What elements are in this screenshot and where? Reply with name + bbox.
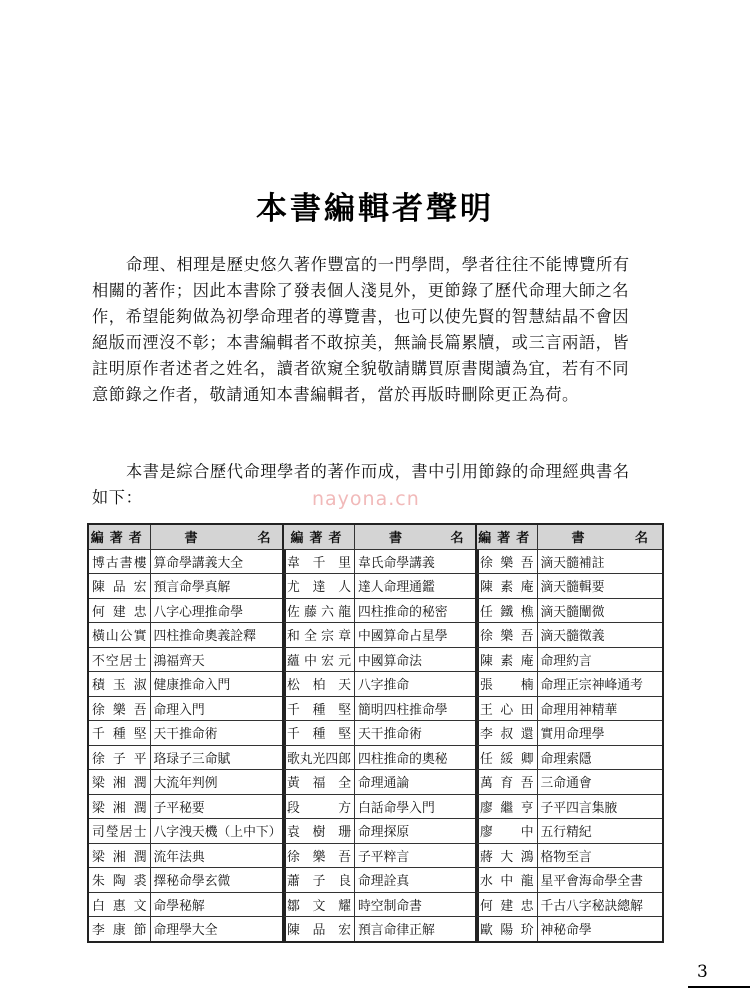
sources-line: 如下：	[92, 488, 143, 507]
author-cell: 和全宗章	[283, 623, 354, 648]
table-row	[88, 574, 285, 599]
book-title-cell: 子平四言集腋	[537, 794, 663, 819]
author-cell: 蕭子良	[283, 868, 354, 893]
book-title-cell: 流年法典	[150, 843, 285, 868]
table-row	[476, 917, 663, 942]
book-title-cell: 滴天髓補註	[537, 549, 663, 574]
author-cell: 蘊中宏元	[283, 647, 354, 672]
table-row	[88, 672, 285, 697]
book-title-cell: 命理通論	[354, 770, 478, 795]
book-title-cell: 滴天髓闡微	[537, 598, 663, 623]
table-row	[476, 745, 663, 770]
author-cell: 陳品宏	[283, 917, 354, 942]
author-cell: 橫山公實	[88, 623, 150, 648]
intro-line: 相關的著作；因此本書除了發表個人淺見外，更節錄了歷代命理大師之名	[92, 281, 630, 300]
author-cell: 松柏天	[283, 672, 354, 697]
table-row	[283, 574, 478, 599]
author-cell: 徐子平	[88, 745, 150, 770]
table-row	[88, 892, 285, 917]
table-row	[88, 721, 285, 746]
author-cell: 袁樹珊	[283, 819, 354, 844]
author-cell: 朱陶裘	[88, 868, 150, 893]
author-cell: 徐樂吾	[476, 549, 537, 574]
author-cell: 白惠文	[88, 892, 150, 917]
table-row	[476, 598, 663, 623]
sources-table-1	[87, 523, 286, 943]
book-title-cell: 達人命理通鑑	[354, 574, 478, 599]
author-cell: 不空居士	[88, 647, 150, 672]
intro-line: 註明原作者述者之姓名，讀者欲窺全貌敬請購買原書閱讀為宜，若有不同	[92, 359, 630, 378]
table-row	[283, 794, 478, 819]
book-title-cell: 八字洩天機（上中下）	[150, 819, 285, 844]
table-row	[476, 794, 663, 819]
table-row	[88, 917, 285, 942]
table-row	[476, 721, 663, 746]
book-title-cell: 鴻福齊天	[150, 647, 285, 672]
table-row	[283, 819, 478, 844]
table-row	[283, 868, 478, 893]
author-cell: 萬育吾	[476, 770, 537, 795]
book-title-cell: 五行精紀	[537, 819, 663, 844]
book-title-cell: 中國算命法	[354, 647, 478, 672]
intro-line: 意節錄之作者，敬請通知本書編輯者，當於再版時刪除更正為荷。	[92, 385, 579, 404]
author-cell: 尤達人	[283, 574, 354, 599]
author-cell: 梁湘潤	[88, 843, 150, 868]
book-title-cell: 命理索隱	[537, 745, 663, 770]
book-title-cell: 擇秘命學玄微	[150, 868, 285, 893]
book-title-cell: 中國算命占星學	[354, 623, 478, 648]
author-cell: 韋千里	[283, 549, 354, 574]
author-cell: 任鐵樵	[476, 598, 537, 623]
table-row	[476, 623, 663, 648]
book-title-cell: 預言命律正解	[354, 917, 478, 942]
author-cell: 鄒文耀	[283, 892, 354, 917]
table-row	[283, 549, 478, 574]
author-cell: 何建忠	[476, 892, 537, 917]
table-row	[88, 794, 285, 819]
author-cell: 千種堅	[88, 721, 150, 746]
table-row	[283, 843, 478, 868]
table-row	[88, 623, 285, 648]
author-cell: 歐陽玠	[476, 917, 537, 942]
header-author: 編著者	[476, 524, 537, 549]
book-title-cell: 四柱推命奧義詮釋	[150, 623, 285, 648]
book-title-cell: 韋氏命學講義	[354, 549, 478, 574]
table-row	[88, 843, 285, 868]
book-title-cell: 預言命學真解	[150, 574, 285, 599]
author-cell: 千種堅	[283, 696, 354, 721]
table-row	[283, 892, 478, 917]
book-title-cell: 命學秘解	[150, 892, 285, 917]
intro-paragraph	[92, 252, 660, 408]
book-title-cell: 星平會海命學全書	[537, 868, 663, 893]
book-title-cell: 白話命學入門	[354, 794, 478, 819]
book-title-cell: 大流年判例	[150, 770, 285, 795]
author-cell: 張楠	[476, 672, 537, 697]
author-cell: 梁湘潤	[88, 794, 150, 819]
author-cell: 徐樂吾	[476, 623, 537, 648]
author-cell: 廖繼亨	[476, 794, 537, 819]
book-title-cell: 千古八字秘訣總解	[537, 892, 663, 917]
book-title-cell: 命理入門	[150, 696, 285, 721]
author-cell: 徐樂吾	[88, 696, 150, 721]
table-row	[283, 672, 478, 697]
table-row	[88, 868, 285, 893]
table-row	[476, 770, 663, 795]
table-row	[283, 647, 478, 672]
book-title-cell: 命理詮真	[354, 868, 478, 893]
author-cell: 李叔還	[476, 721, 537, 746]
intro-line: 命理、相理是歷史悠久著作豐富的一門學問，學者往往不能博覽所有	[126, 255, 630, 274]
author-cell: 蔣大鴻	[476, 843, 537, 868]
table-row	[283, 696, 478, 721]
book-title-cell: 滴天髓徵義	[537, 623, 663, 648]
table-row	[283, 745, 478, 770]
book-title-cell: 神秘命學	[537, 917, 663, 942]
table-row	[476, 672, 663, 697]
table-row	[476, 892, 663, 917]
author-cell: 段方	[283, 794, 354, 819]
table-row	[476, 696, 663, 721]
author-cell: 博古書樓	[88, 549, 150, 574]
author-cell: 陳素庵	[476, 574, 537, 599]
table-row	[88, 696, 285, 721]
book-title-cell: 命理探原	[354, 819, 478, 844]
book-title-cell: 三命通會	[537, 770, 663, 795]
watermark-text: nayona.cn	[312, 488, 420, 510]
book-title-cell: 滴天髓輯要	[537, 574, 663, 599]
table-row	[283, 721, 478, 746]
table-row	[88, 598, 285, 623]
sources-table-2	[282, 523, 479, 943]
intro-line: 絕版而湮沒不彰；本書編輯者不敢掠美，無論長篇累牘，或三言兩語，皆	[92, 333, 630, 352]
book-title-cell: 命理正宗神峰通考	[537, 672, 663, 697]
author-cell: 任綏卿	[476, 745, 537, 770]
author-cell: 千種堅	[283, 721, 354, 746]
header-book: 書名	[354, 524, 478, 549]
book-title-cell: 子平秘要	[150, 794, 285, 819]
book-title-cell: 實用命理學	[537, 721, 663, 746]
author-cell: 梁湘潤	[88, 770, 150, 795]
header-author: 編著者	[88, 524, 150, 549]
table-row	[88, 745, 285, 770]
author-cell: 廖中	[476, 819, 537, 844]
book-title-cell: 子平粹言	[354, 843, 478, 868]
table-row	[283, 623, 478, 648]
author-cell: 積玉淑	[88, 672, 150, 697]
book-title-cell: 八字推命	[354, 672, 478, 697]
table-row	[283, 770, 478, 795]
book-title-cell: 命理用神精華	[537, 696, 663, 721]
book-title-cell: 天干推命術	[150, 721, 285, 746]
intro-line: 作，希望能夠做為初學命理者的導覽書，也可以使先賢的智慧結晶不會因	[92, 307, 630, 326]
author-cell: 李康節	[88, 917, 150, 942]
page-title: 本書編輯者聲明	[256, 191, 494, 227]
author-cell: 佐藤六龍	[283, 598, 354, 623]
author-cell: 陳素庵	[476, 647, 537, 672]
book-title-cell: 天干推命術	[354, 721, 478, 746]
sources-table-3	[475, 523, 664, 943]
book-title-cell: 命理約言	[537, 647, 663, 672]
table-row	[476, 868, 663, 893]
book-title-cell: 健康推命入門	[150, 672, 285, 697]
table-row	[88, 819, 285, 844]
book-title-cell: 格物至言	[537, 843, 663, 868]
table-row	[476, 574, 663, 599]
book-title-cell: 八字心理推命學	[150, 598, 285, 623]
page-number: 3	[697, 962, 708, 982]
page-number-rule	[688, 986, 750, 988]
book-title-cell: 四柱推命的秘密	[354, 598, 478, 623]
book-title-cell: 四柱推命的奧秘	[354, 745, 478, 770]
table-row	[88, 770, 285, 795]
table-row	[476, 647, 663, 672]
book-title-cell: 簡明四柱推命學	[354, 696, 478, 721]
author-cell: 黃福全	[283, 770, 354, 795]
header-book: 書名	[150, 524, 285, 549]
header-author: 編著者	[283, 524, 354, 549]
book-title-cell: 珞琭子三命賦	[150, 745, 285, 770]
table-row	[283, 598, 478, 623]
book-title-cell: 時空制命書	[354, 892, 478, 917]
sources-line: 本書是綜合歷代命理學者的著作而成，書中引用節錄的命理經典書名	[126, 462, 630, 481]
table-row	[476, 819, 663, 844]
author-cell: 水中龍	[476, 868, 537, 893]
author-cell: 徐樂吾	[283, 843, 354, 868]
author-cell: 何建忠	[88, 598, 150, 623]
table-row	[283, 917, 478, 942]
author-cell: 歌丸光四郎	[283, 745, 354, 770]
table-row	[88, 549, 285, 574]
author-cell: 司瑩居士	[88, 819, 150, 844]
table-row	[476, 843, 663, 868]
header-book: 書名	[537, 524, 663, 549]
table-row	[88, 647, 285, 672]
author-cell: 王心田	[476, 696, 537, 721]
table-row	[476, 549, 663, 574]
book-title-cell: 算命學講義大全	[150, 549, 285, 574]
book-title-cell: 命理學大全	[150, 917, 285, 942]
author-cell: 陳品宏	[88, 574, 150, 599]
